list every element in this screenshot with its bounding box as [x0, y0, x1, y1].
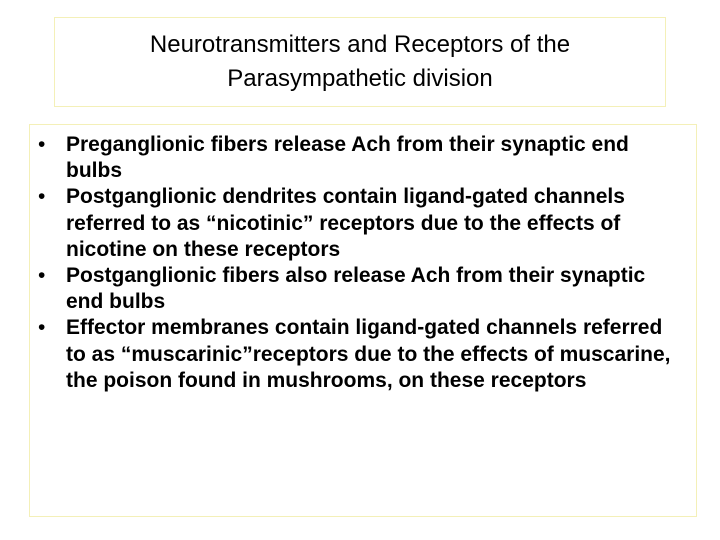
- bullet-text: Effector membranes contain ligand-gated channels referred to as “muscarinic”receptors due to the effects of muscarine, the poison found in mushrooms, on these receptors: [66, 316, 671, 392]
- bullet-list: [30, 125, 696, 394]
- bullet-dot-icon: •: [38, 133, 46, 156]
- bullet-text: Preganglionic fibers release Ach from their synaptic end bulbs: [66, 133, 629, 183]
- bullet-dot-icon: •: [38, 316, 46, 340]
- bullet-dot-icon: •: [38, 185, 46, 209]
- title-box: [54, 17, 666, 107]
- bullet-text: Postganglionic dendrites contain ligand-gated channels referred to as “nicotinic” receptors due to the effects of nicotine on these receptors: [66, 185, 625, 261]
- bullet-item: [30, 263, 696, 315]
- bullet-item: [30, 315, 696, 394]
- content-box: [29, 124, 697, 517]
- bullet-item: [30, 184, 696, 263]
- slide-title: Neurotransmitters and Receptors of the Parasympathetic division: [149, 31, 571, 92]
- bullet-dot-icon: •: [38, 264, 46, 288]
- bullet-text: Postganglionic fibers also release Ach from their synaptic end bulbs: [66, 264, 646, 314]
- bullet-item: [30, 132, 696, 184]
